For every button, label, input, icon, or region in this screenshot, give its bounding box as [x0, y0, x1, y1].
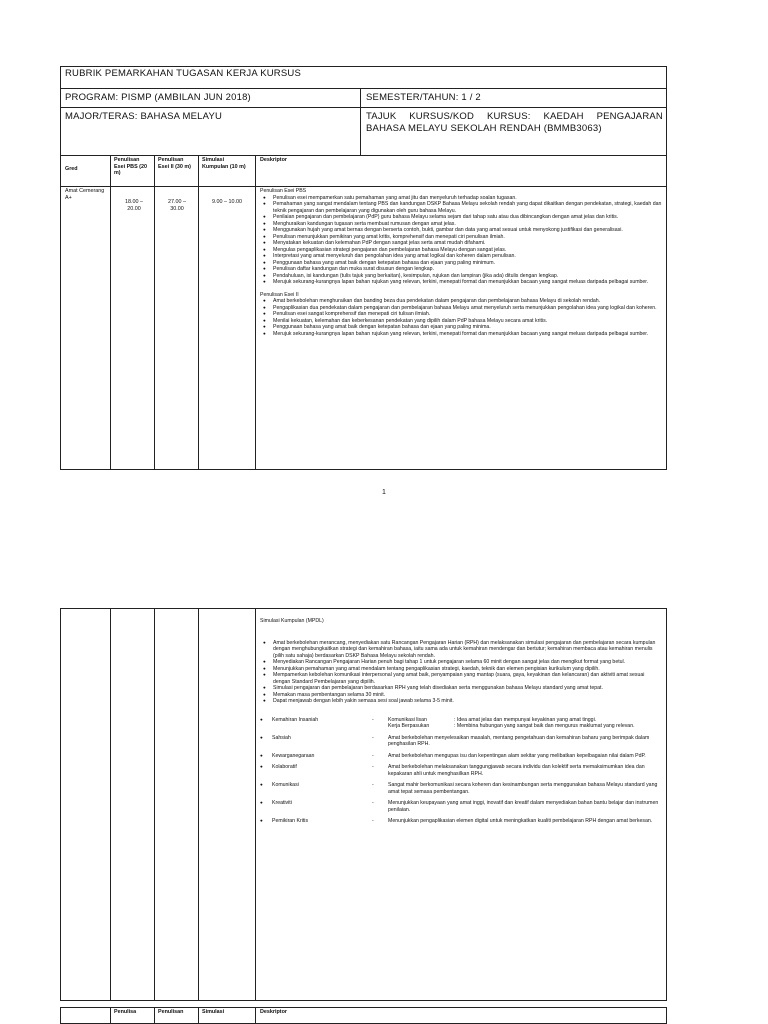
skill-row — [260, 717, 662, 730]
col-divider — [154, 1007, 155, 1024]
skill-description: Amat berkebolehan melaksanakan tanggungjawab secara individu dan kolektif serta memaksimumkan idea dan kepakaran ahli untuk menghasilkan RPH. — [388, 764, 645, 777]
criteria-item: ● Amat berkebolehan merancang, menyediakan satu Rancangan Pengajaran Harian (RPH) dan melaksanakan simulasi pengajaran dan pembelajaran secara kumpulan dengan menghubungkaitkan strategi dan kemahiran bahasa, iaitu sama ada untuk kemahiran mendengar dan bertutur; kemahiran membaca atau kemahiran menulis (pilih satu sahaja) berdasarkan DSKP Bahasa Melayu sekolah rendah. — [260, 640, 662, 660]
row-divider — [60, 88, 667, 89]
table-border-right — [666, 608, 667, 1001]
page-number: 1 — [382, 489, 386, 496]
criteria-item: ● Penulisan daftar kandungan dan muka surat disusun dengan lengkap. — [260, 266, 663, 273]
bullet-icon: ● — [260, 734, 263, 740]
section-title-simulasi: Simulasi Kumpulan (MPDL) — [260, 618, 324, 624]
skill-name: Kemahiran Insaniah — [272, 716, 319, 723]
criteria-item: ● Menyatakan kekuatan dan kelemahan PdP dengan sangat jelas serta amat mudah difahami. — [260, 240, 663, 247]
criteria-item: ● Merujuk sekurang-kurangnya lapan bahan rujukan yang relevan, terkini, menepati format dan menunjukkan bacaan yang sangat meluas daripada pelbagai sumber. — [260, 279, 663, 286]
col-divider — [255, 1007, 256, 1024]
criteria-item: ● Amat berkebolehan menghuraikan dan banding beza dua pendekatan dalam pengajaran dan pembelajaran bahasa Melayu di sekolah rendah. — [260, 298, 663, 305]
sub-skill-name: Kerja Berpasukan — [388, 723, 430, 730]
col-divider — [198, 1007, 199, 1024]
col-divider — [110, 155, 111, 469]
criteria-item: ● Penilaian pengajaran dan pembelajaran (PdP) guru bahasa Melayu selama sejam dari tahap satu atau dua dibincangkan dengan amat jelas dan kritis. — [260, 214, 663, 221]
section-title-esei-2: Penulisan Esei II — [260, 291, 299, 298]
criteria-item: ● Penggunaan bahasa yang amat baik dengan ketepatan bahasa dan ejaan yang paling minimum. — [260, 260, 663, 267]
table-border-left — [60, 608, 61, 1001]
criteria-item: ● Penulisan menunjukkan pemikiran yang amat kritis, komprehensif dan menepati ciri penulisan ilmiah. — [260, 234, 663, 241]
criteria-item: ● Interpretasi yang amat menyeluruh dan pengolahan idea yang amat logikal dan koheren dalam penulisan. — [260, 253, 663, 260]
rubric-title: RUBRIK PEMARKAHAN TUGASAN KERJA KURSUS — [65, 68, 302, 79]
criteria-item: ● Pemahaman yang sangat mendalam tentang PBS dan kandungan DSKP Bahasa Melayu sekolah rendah yang dapat dikaitkan dengan pendekatan, strategi, kaedah dan teknik pengajaran dan pembelajaran yang digunakan oleh guru bahasa Melayu. — [260, 201, 663, 214]
col-divider — [110, 608, 111, 1001]
col-divider — [198, 608, 199, 1001]
simulasi-criteria — [260, 640, 662, 705]
table-border-top — [60, 608, 667, 609]
simulasi-marks: 9.00 – 10.00 — [212, 199, 242, 205]
skill-name: Kewarganegaraan — [272, 752, 315, 759]
criteria-item: ● Simulasi pengajaran dan pembelajaran berdasarkan RPH yang telah disediakan serta menggunakan bahasa Melayu standard yang amat tepat. — [260, 685, 662, 692]
col-header-simulasi: Simulasi — [202, 1009, 225, 1015]
col-divider — [154, 155, 155, 469]
criteria-item: ● Menggunakan hujah yang amat bernas dengan berserta contoh, bukti, gambar dan data yang amat sesuai untuk menyokong justifikasi dan generalisasi. — [260, 227, 663, 234]
criteria-item: ● Dapat menjawab dengan lebih yakin semasa sesi soal jawab selama 3-5 minit. — [260, 698, 662, 705]
bullet-icon: ● — [260, 752, 263, 758]
col-header-gred: Gred — [65, 166, 78, 172]
skill-description: Sangat mahir berkomunikasi secara koheren dan kesinambungan serta menggunakan bahasa Melayu standard yang amat tepat semasa pembentangan. — [388, 782, 658, 795]
esei-pbs-criteria — [260, 195, 663, 286]
esei1-marks: 18.00 – 20.00 — [125, 199, 143, 212]
skill-name: Komunikasi — [272, 782, 299, 789]
skills-list — [260, 717, 662, 825]
skill-name: Kolaboratif — [272, 764, 297, 771]
program-label: PROGRAM: PISMP (AMBILAN JUN 2018) — [65, 92, 251, 103]
skill-name: Sahsiah — [272, 734, 291, 741]
descriptor-cell — [260, 188, 663, 337]
criteria-item: ● Menilai kekuatan, kelemahan dan keberkesanan pendekatan yang dipilih dalam PdP bahasa Melayu secara amat kritis. — [260, 318, 663, 325]
col-divider — [110, 1007, 111, 1024]
table-border-top — [60, 1007, 667, 1008]
skill-description: Menunjukkan keupayaan yang amat inggi, inovatif dan kreatif dalam menyediakan bahan bantu belajar dan instrumen penilaian. — [388, 800, 659, 813]
col-header-deskriptor: Deskriptor — [260, 1009, 287, 1015]
col-header-simulasi: Simulasi Kumpulan (10 m) — [202, 157, 246, 170]
skill-row — [260, 753, 662, 760]
table-border-bottom — [60, 469, 667, 470]
skill-name: Kreativiti — [272, 800, 292, 807]
dash-separator: - — [372, 764, 374, 771]
dash-separator: - — [372, 782, 374, 789]
skill-description: Amat berkebolehan menyelesaikan masalah, mentang pengetahuan dan kemahiran baharu yang berimpak dalam penghasilan RPH. — [388, 734, 650, 748]
sub-skill-line — [388, 723, 662, 730]
row-divider — [60, 155, 667, 156]
skill-row — [260, 782, 662, 795]
sub-skill-text: : Membina hubungan yang sangat baik dan mengurus maklumat yang relevan. — [454, 723, 635, 730]
criteria-item: ● Pendahuluan, isi kandungan (tulis tajuk yang berkaitan), kesimpulan, rujukan dan lampiran (jika ada) ditulis dengan lengkap. — [260, 273, 663, 280]
table-border-left — [60, 66, 61, 470]
dash-separator: - — [372, 818, 374, 825]
bullet-icon: ● — [260, 818, 263, 824]
sub-skill-name: Komunikasi lisan — [388, 716, 427, 723]
course-title-line2: BAHASA MELAYU SEKOLAH RENDAH (BMMB3063) — [366, 123, 602, 134]
semester-label: SEMESTER/TAHUN: 1 / 2 — [366, 92, 481, 103]
criteria-item: ● Mengulas pengaplikasian strategi pengajaran dan pembelajaran bahasa Melayu dengan sangat jelas. — [260, 247, 663, 254]
bullet-icon: ● — [260, 800, 263, 806]
sub-skill-text: : Idea amat jelas dan mempunyai keyakinan yang amat tinggi. — [454, 716, 597, 723]
grade-label: Amat Cemerang A+ — [65, 188, 105, 201]
bullet-icon: ● — [260, 764, 263, 770]
dash-separator: - — [372, 752, 374, 759]
col-divider — [255, 608, 256, 1001]
col-divider — [360, 88, 361, 155]
criteria-item: ● Penggunaan bahasa yang amat baik dengan ketepatan bahasa dan ejaan yang paling minima. — [260, 324, 663, 331]
criteria-item: ● Penulisan esei mempamerkan satu pemahaman yang amat jitu dan menyeluruh terhadap soalan tugasan. — [260, 195, 663, 202]
col-header-esei2: Penulisan — [158, 1009, 184, 1015]
dash-separator: - — [372, 716, 374, 723]
criteria-item: ● Mempamerkan kebolehan komunikasi interpersonal yang amat baik, penyampaian yang mantap (suara, gaya, keyakinan dan kelancaran) dan aktiviti amat sesuai dengan Standard Pembelajaran yang dipilih. — [260, 672, 662, 685]
col-header-esei1: Penulisa — [114, 1009, 137, 1015]
skill-description: Amat berkebolehan mengupas isu dan kepentingan alam sekitar yang melibatkan kepelbagaian nilai dalam PdP. — [388, 752, 646, 759]
table-border-bottom — [60, 1000, 667, 1001]
simulasi-descriptor-cell — [260, 618, 662, 830]
skill-row — [260, 818, 662, 825]
skill-row — [260, 800, 662, 813]
skill-description: Menunjukkan pengaplikasian elemen digital untuk meningkatkan kualiti pembelajaran RPH dengan amat berkesan. — [388, 818, 653, 825]
table-border-left — [60, 1007, 61, 1024]
dash-separator: - — [372, 734, 374, 741]
esei2-marks: 27.00 – 30.00 — [168, 199, 186, 212]
row-divider — [60, 186, 667, 187]
row-divider — [60, 107, 667, 108]
skill-row — [260, 735, 662, 748]
skill-name: Pemikiran Kritis — [272, 818, 309, 825]
col-divider — [198, 155, 199, 469]
col-divider — [255, 155, 256, 469]
criteria-item: ● Penulisan esei sangat komprehensif dan menepati ciri tulisan ilmiah. — [260, 311, 663, 318]
bullet-icon: ● — [260, 782, 263, 788]
section-title-esei-pbs: Penulisan Esei PBS — [260, 188, 307, 194]
bullet-icon: ● — [260, 716, 263, 722]
dash-separator: - — [372, 800, 374, 807]
table-border-right — [666, 1007, 667, 1024]
esei-2-criteria — [260, 298, 663, 337]
course-title-line1: TAJUK KURSUS/KOD KURSUS: KAEDAH PENGAJARAN — [366, 111, 663, 122]
col-header-esei1: Penulisan Esei PBS (20 m) — [114, 157, 147, 177]
col-divider — [154, 608, 155, 1001]
table-border-top — [60, 66, 667, 67]
criteria-item: ● Merujuk sekurang-kurangnya lapan bahan rujukan yang relevan, terkini, menepati format dan menunjukkan bacaan yang sangat meluas daripada pelbagai sumber. — [260, 331, 663, 338]
skill-row — [260, 764, 662, 777]
criteria-item: ● Pengaplikasian dua pendekatan dalam pengajaran dan pembelajaran bahasa Melayu amat menyeluruh serta menunjukkan pengolahan idea yang logikal dan koheren. — [260, 305, 663, 312]
col-header-esei2: Penulisan Esei II (30 m) — [158, 157, 191, 170]
criteria-item: ● Menunjukkan pemahaman yang amat mendalam tentang pengaplikasian strategi, kaedah, teknik dan elemen pengisian kurikulum yang dipilih. — [260, 666, 662, 673]
criteria-item: ● Menghuraikan kandungan tugasan serta membuat rumusan dengan amat jelas. — [260, 221, 663, 228]
major-label: MAJOR/TERAS: BAHASA MELAYU — [65, 111, 223, 122]
table-border-right — [666, 66, 667, 470]
skill-description — [388, 717, 662, 730]
criteria-item: ● Menyediakan Rancangan Pengajaran Harian penuh bagi tahap 1 untuk pengajaran selama 60 minit dengan sangat jelas dan mengikut format yang betul. — [260, 659, 662, 666]
criteria-item: ● Memakan masa pembentangan selama 30 minit. — [260, 692, 662, 699]
col-header-deskriptor: Deskriptor — [260, 157, 287, 163]
